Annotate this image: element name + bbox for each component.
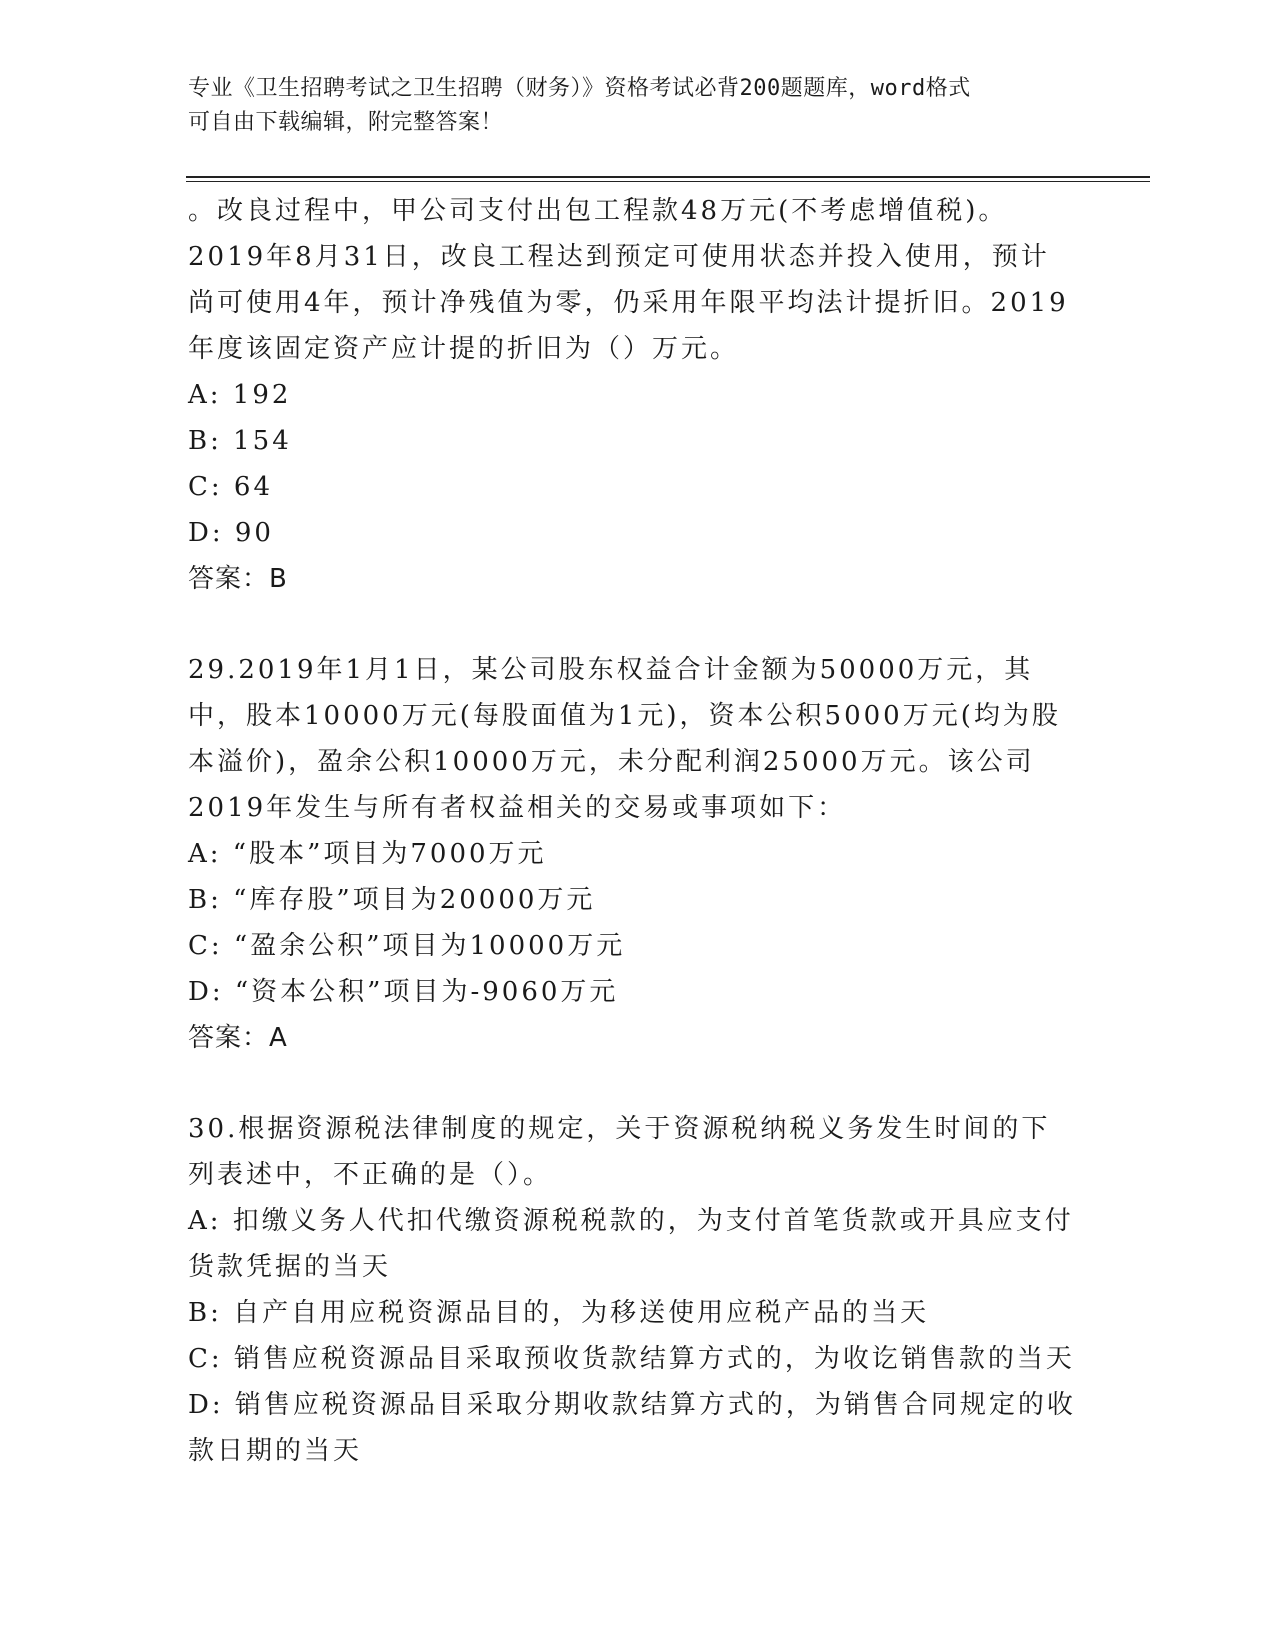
option-c: C: 销售应税资源品目采取预收货款结算方式的，为收讫销售款的当天	[188, 1344, 1075, 1374]
option-a: A: “股本”项目为7000万元	[188, 839, 547, 869]
question-28	[188, 188, 1078, 602]
option-d: D: 90	[188, 518, 274, 548]
question-spacer	[188, 602, 1078, 647]
option-a: A: 扣缴义务人代扣代缴资源税税款的，为支付首笔货款或开具应支付货款凭据的当天	[188, 1206, 1074, 1282]
question-30	[188, 1106, 1078, 1474]
option-a: A: 192	[188, 380, 292, 410]
option-c: C: 64	[188, 472, 274, 502]
option-b: B: 154	[188, 426, 292, 456]
question-29	[188, 647, 1078, 1061]
option-c: C: “盈余公积”项目为10000万元	[188, 931, 626, 961]
header-line-2: 可自由下载编辑，附完整答案！	[188, 110, 504, 135]
option-d: D: 销售应税资源品目采取分期收款结算方式的，为销售合同规定的收款日期的当天	[188, 1390, 1076, 1466]
answer-label: 答案：B	[188, 564, 288, 594]
option-d: D: “资本公积”项目为-9060万元	[188, 977, 619, 1007]
question-stem: 29.2019年1月1日，某公司股东权益合计金额为50000万元，其中，股本10000万元(每股面值为1元)，资本公积5000万元(均为股本溢价)，盈余公积10000万元，未分配利润25000万元。该公司2019年发生与所有者权益相关的交易或事项如下：	[188, 655, 1061, 823]
option-b: B: “库存股”项目为20000万元	[188, 885, 596, 915]
page-header	[188, 72, 1068, 140]
question-stem: 。改良过程中，甲公司支付出包工程款48万元(不考虑增值税)。2019年8月31日，改良工程达到预定可使用状态并投入使用，预计尚可使用4年，预计净残值为零，仍采用年限平均法计提折旧。2019年度该固定资产应计提的折旧为（）万元。	[188, 196, 1069, 364]
header-line-1: 专业《卫生招聘考试之卫生招聘（财务）》资格考试必背200题题库，word格式	[188, 76, 971, 101]
question-spacer	[188, 1061, 1078, 1106]
document-body	[188, 188, 1078, 1474]
header-divider	[186, 176, 1150, 182]
answer-label: 答案：A	[188, 1023, 288, 1053]
option-b: B: 自产自用应税资源品目的，为移送使用应税产品的当天	[188, 1298, 930, 1328]
question-stem: 30.根据资源税法律制度的规定，关于资源税纳税义务发生时间的下列表述中，不正确的是（）。	[188, 1114, 1051, 1190]
